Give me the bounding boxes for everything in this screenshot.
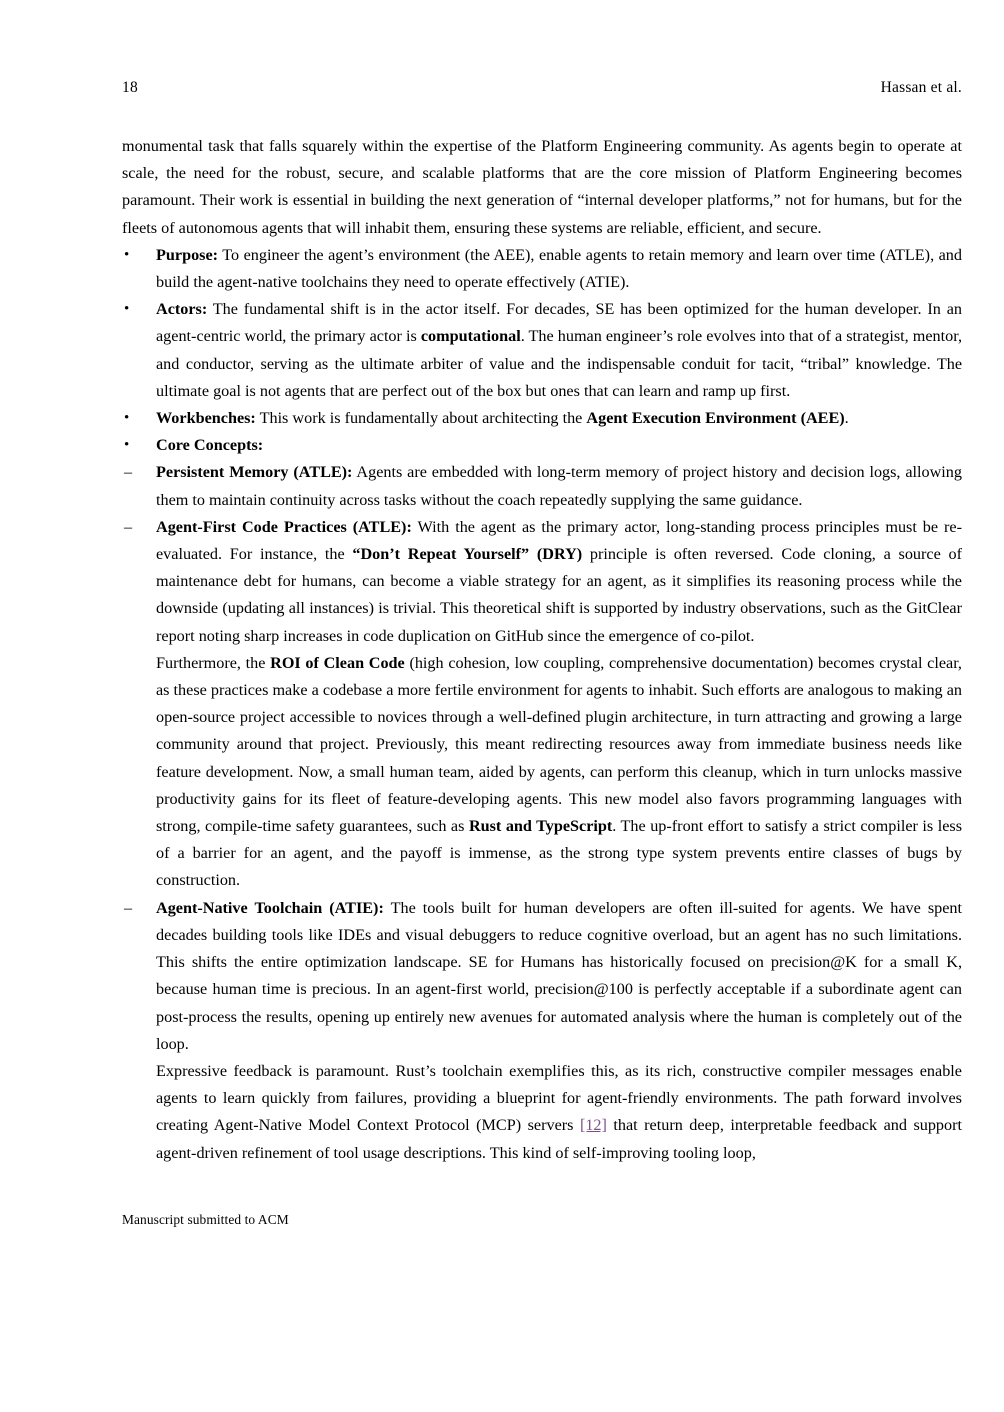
page-footer: Manuscript submitted to ACM <box>122 1212 289 1227</box>
page-body <box>122 133 962 1167</box>
continuation-text-part-1: Expressive feedback is paramount. Rust’s toolchain exemplifies this, as its rich, constructive compiler messages enable agents to learn quickly from failures, providing a blueprint for agent-friendly environments. The path forward involves creating Agent-Native Model Context Protocol (MCP) servers <box>156 1061 962 1135</box>
continuation-text-part-2: that return deep, interpretable feedback and support agent-driven refinement of tool usage descriptions. This kind of self-improving tooling loop, <box>156 1116 963 1162</box>
page-number: 18 <box>122 79 138 96</box>
continuation-text-part-2: (high cohesion, low coupling, comprehensive documentation) becomes crystal clear, as these practices make a codebase a more fertile environment for agents to inhabit. Such efforts are analogous to making an open-source project accessible to novices through a well-defined plugin architecture, in turn attracting and growing a large community around that project. Previously, this meant redirecting resources away from immediate business needs like feature development. Now, a small human team, aided by agents, can perform this cleanup, which in turn unlocks massive productivity gains for its fleet of feature-developing agents. This new model also favors programming languages with strong, compile-time safety guarantees, such as <box>156 653 962 836</box>
list-item-core-concepts <box>122 432 962 459</box>
sublist-item-text-part-2: principle is often reversed. Code cloning, a source of maintenance debt for humans, can become a viable strategy for an agent, as it simplifies its reasoning process while the downside (updating all instances) is trivial. This theoretical shift is supported by industry observations, such as the GitClear report noting sharp increases in code duplication on GitHub since the emergence of co-pilot. <box>156 545 962 645</box>
sublist-item-continuation-paragraph <box>156 650 962 895</box>
running-head-authors: Hassan et al. <box>880 79 962 96</box>
list-item-text-part-1: The fundamental shift is in the actor itself. For decades, SE has been optimized for the human developer. In an agent-centric world, the primary actor is <box>156 300 962 346</box>
sublist-item-agent-native-toolchain <box>122 895 962 1167</box>
dash-marker-icon: – <box>124 517 133 536</box>
sublist-item-label: Agent-Native Toolchain (ATIE): <box>156 898 384 917</box>
bullet-marker-icon: • <box>124 410 130 427</box>
bullet-marker-icon: • <box>124 437 130 454</box>
sublist-item-persistent-memory <box>122 459 962 513</box>
list-item-text: To engineer the agent’s environment (the AEE), enable agents to retain memory and learn over time (ATLE), and build the agent-native toolchains they need to operate effectively (ATIE). <box>156 245 962 292</box>
list-item-text-part-2: . The human engineer’s role evolves into that of a strategist, mentor, and conductor, serving as the ultimate arbiter of value and the indispensable conduit for tacit, “tribal” knowledge. The ultimate goal is not agents that are perfect out of the box but ones that can learn and ramp up first. <box>156 327 962 400</box>
sublist-item-text: The tools built for human developers are often ill-suited for agents. We have spent decades building tools like IDEs and visual debuggers to reduce cognitive overload, but an agent has no such limitations. This shifts the entire optimization landscape. SE for Humans has historically focused on precision@K for a small K, because human time is precious. In an agent-first world, precision@100 is perfectly acceptable if a subordinate agent can post-process the results, opening up entirely new avenues for automated analysis where the human is completely out of the loop. <box>156 898 963 1053</box>
sublist-item-emphasis-dry: “Don’t Repeat Yourself” (DRY) <box>352 545 583 564</box>
opening-paragraph: monumental task that falls squarely within the expertise of the Platform Engineering community. As agents begin to operate at scale, the need for the robust, secure, and scalable platforms that are the core mission of Platform Engineering becomes paramount. Their work is essential in building the next generation of “internal developer platforms,” not for humans, but for the fleets of autonomous agents that will inhabit them, ensuring these systems are reliable, efficient, and secure. <box>122 137 962 237</box>
list-item-label: Actors: <box>156 300 208 319</box>
sublist-item-text: Agents are embedded with long-term memory of project history and decision logs, allowing them to maintain continuity across tasks without the coach repeatedly supplying the same guidance. <box>156 463 962 509</box>
list-item-text-part-1: This work is fundamentally about architecting the <box>255 409 587 428</box>
continuation-text-part-1: Furthermore, the <box>156 653 271 672</box>
core-principles-list <box>122 242 962 460</box>
sublist-item-label: Agent-First Code Practices (ATLE): <box>156 517 412 536</box>
list-item-text-part-2: . <box>844 409 849 428</box>
dash-marker-icon: – <box>124 898 133 917</box>
bullet-marker-icon: • <box>124 246 130 263</box>
list-item-label: Purpose: <box>156 245 219 264</box>
citation-link-12[interactable]: [12] <box>579 1116 607 1135</box>
sublist-item-text-part-1: With the agent as the primary actor, long-standing process principles must be re-evaluated. For instance, the <box>156 517 962 564</box>
list-item-label: Workbenches: <box>156 409 256 428</box>
running-head <box>122 78 962 98</box>
continuation-text-part-3: . The up-front effort to satisfy a strict compiler is less of a barrier for an agent, and the payoff is immense, as the strong type system prevents entire classes of bugs by construction. <box>156 817 962 890</box>
continuation-emphasis-rust-typescript: Rust and TypeScript <box>468 817 613 836</box>
list-item-workbenches <box>122 405 962 432</box>
dash-marker-icon: – <box>124 463 133 482</box>
list-item-purpose <box>122 242 962 296</box>
bullet-marker-icon: • <box>124 301 130 318</box>
sublist-item-label: Persistent Memory (ATLE): <box>156 463 353 482</box>
list-item-actors <box>122 296 962 405</box>
list-item-emphasis: Agent Execution Environment (AEE) <box>586 409 845 428</box>
sublist-item-continuation-paragraph <box>156 1058 962 1167</box>
sublist-item-agent-first-code-practices <box>122 514 962 895</box>
core-concepts-sublist <box>122 459 962 1166</box>
list-item-emphasis: computational <box>420 327 521 346</box>
continuation-emphasis-roi: ROI of Clean Code <box>270 653 405 672</box>
list-item-label: Core Concepts: <box>156 436 264 455</box>
